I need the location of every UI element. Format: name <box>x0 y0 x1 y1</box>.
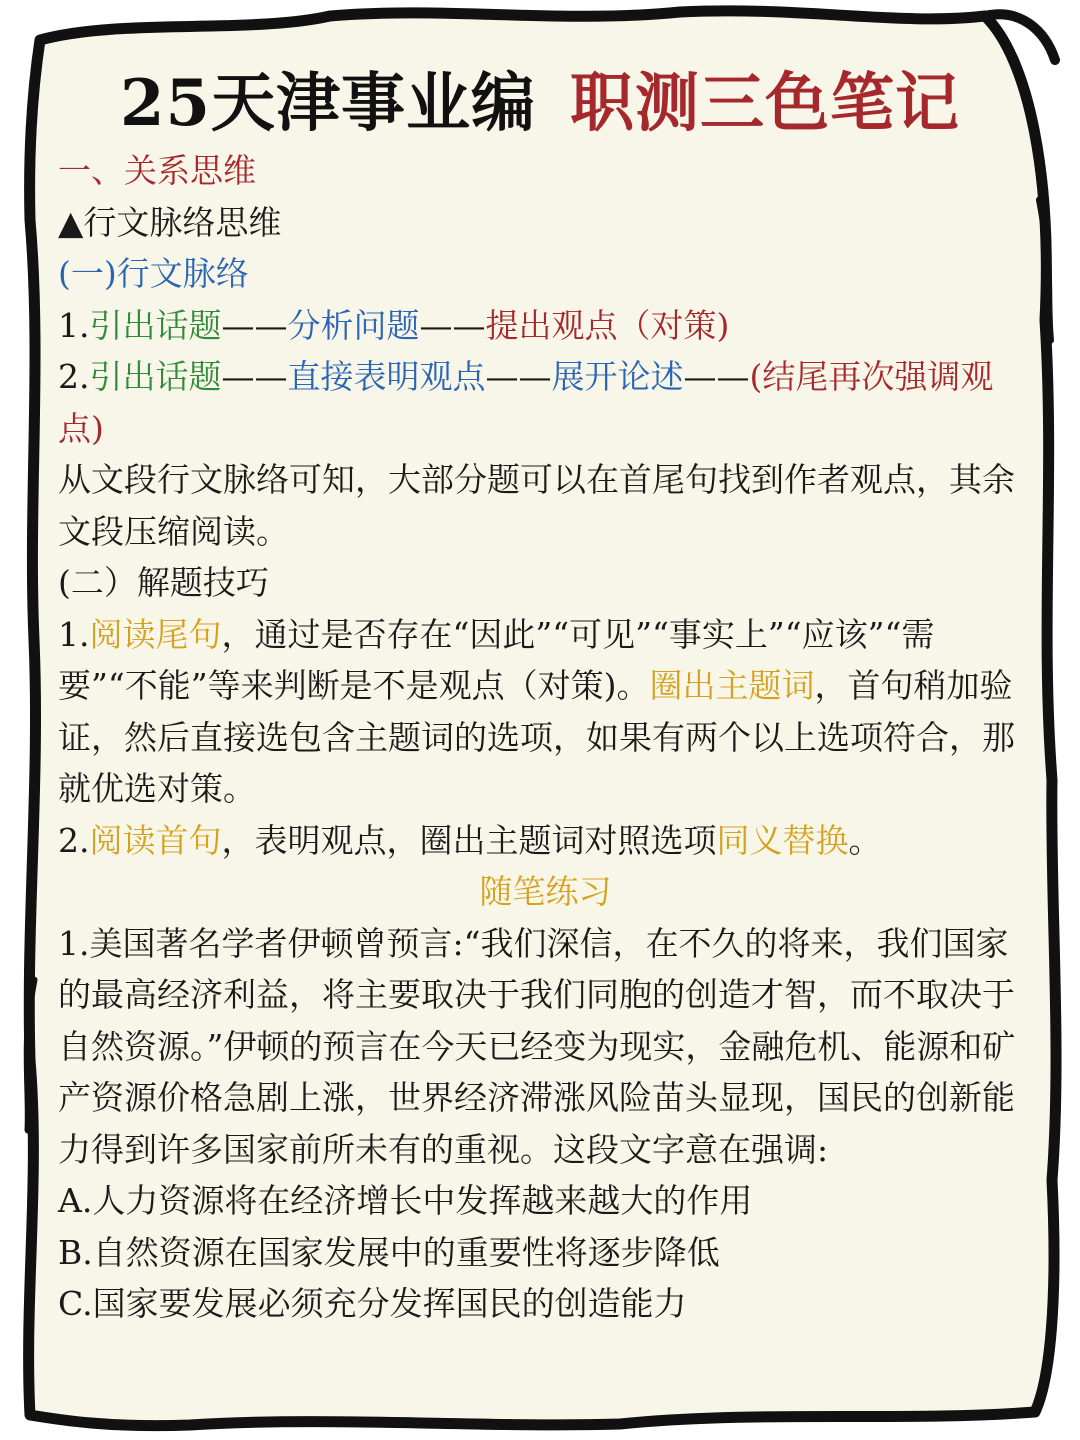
tip-1-num: 1. <box>58 614 90 654</box>
page-title <box>0 52 1080 144</box>
part1-heading: (一)行文脉络 <box>58 254 249 293</box>
pattern-1-propose: 提出观点（对策) <box>485 305 730 345</box>
tip-2 <box>58 815 1033 867</box>
option-c: C.国家要发展必须充分发挥国民的创造能力 <box>58 1284 687 1323</box>
pattern-2-conclude: (结尾再次强调观点) <box>58 357 994 448</box>
tip-2-text-2: 。 <box>848 820 882 860</box>
summary-text: 从文段行文脉络可知，大部分题可以在首尾句找到作者观点，其余文段压缩阅读。 <box>58 460 1015 551</box>
tip-2-highlight-2: 同义替换 <box>716 820 849 860</box>
tip-1-text-2: ，首句稍加验证，然后直接选包含主题词的选项，如果有两个以上选项符合，那就优选对策。 <box>58 666 1015 808</box>
tip-2-highlight: 阅读首句 <box>89 820 222 860</box>
tip-1-highlight: 阅读尾句 <box>89 614 222 654</box>
tip-2-num: 2. <box>58 820 90 860</box>
pattern-2-intro: 引出话题 <box>89 357 222 396</box>
pattern-2-sep: —— <box>683 357 750 396</box>
title-part2: 职测三色笔记 <box>570 66 961 141</box>
sub-heading: ▲行文脉络思维 <box>58 202 282 242</box>
tip-1-highlight-2: 圈出主题词 <box>649 666 815 705</box>
pattern-2-state: 直接表明观点 <box>287 357 486 396</box>
tip-1 <box>58 609 1033 815</box>
practice-question: 1.美国著名学者伊顿曾预言:“我们深信，在不久的将来，我们国家的最高经济利益，将主要取决于我们同胞的创造才智，而不取决于自然资源。”伊顿的预言在今天已经变为现实，金融危机、能源和矿产资源价格急剧上涨，世界经济滞涨风险苗头显现，国民的创新能力得到许多国家前所未有的重视。这段文字意在强调: <box>58 923 1016 1169</box>
tip-1-text: ，通过是否存在“因此”“可见”“事实上”“应该”“需要”“不能”等来判断是不是观点（对策)。 <box>58 614 935 705</box>
pattern-1-analyze: 分析问题 <box>287 305 420 345</box>
pattern-1-sep: —— <box>221 305 288 345</box>
pattern-2-sep: —— <box>221 357 288 396</box>
pattern-2 <box>58 351 1033 454</box>
part2-heading: (二）解题技巧 <box>58 563 269 602</box>
option-a: A.人力资源将在经济增长中发挥越来越大的作用 <box>58 1181 753 1220</box>
title-part1: 25天津事业编 <box>119 66 537 141</box>
pattern-2-num: 2. <box>58 357 90 396</box>
section-heading: 一、关系思维 <box>58 151 256 190</box>
pattern-1-sep: —— <box>419 305 486 345</box>
notes-body <box>58 145 1033 1330</box>
pattern-2-argue: 展开论述 <box>551 357 684 396</box>
pattern-1-intro: 引出话题 <box>89 305 222 345</box>
practice-heading: 随笔练习 <box>479 872 612 911</box>
pattern-2-sep: —— <box>485 357 552 396</box>
option-b: B.自然资源在国家发展中的重要性将逐步降低 <box>58 1232 720 1272</box>
tip-2-text: ，表明观点，圈出主题词对照选项 <box>221 820 717 860</box>
pattern-1-num: 1. <box>58 305 90 345</box>
pattern-1 <box>58 300 1033 352</box>
